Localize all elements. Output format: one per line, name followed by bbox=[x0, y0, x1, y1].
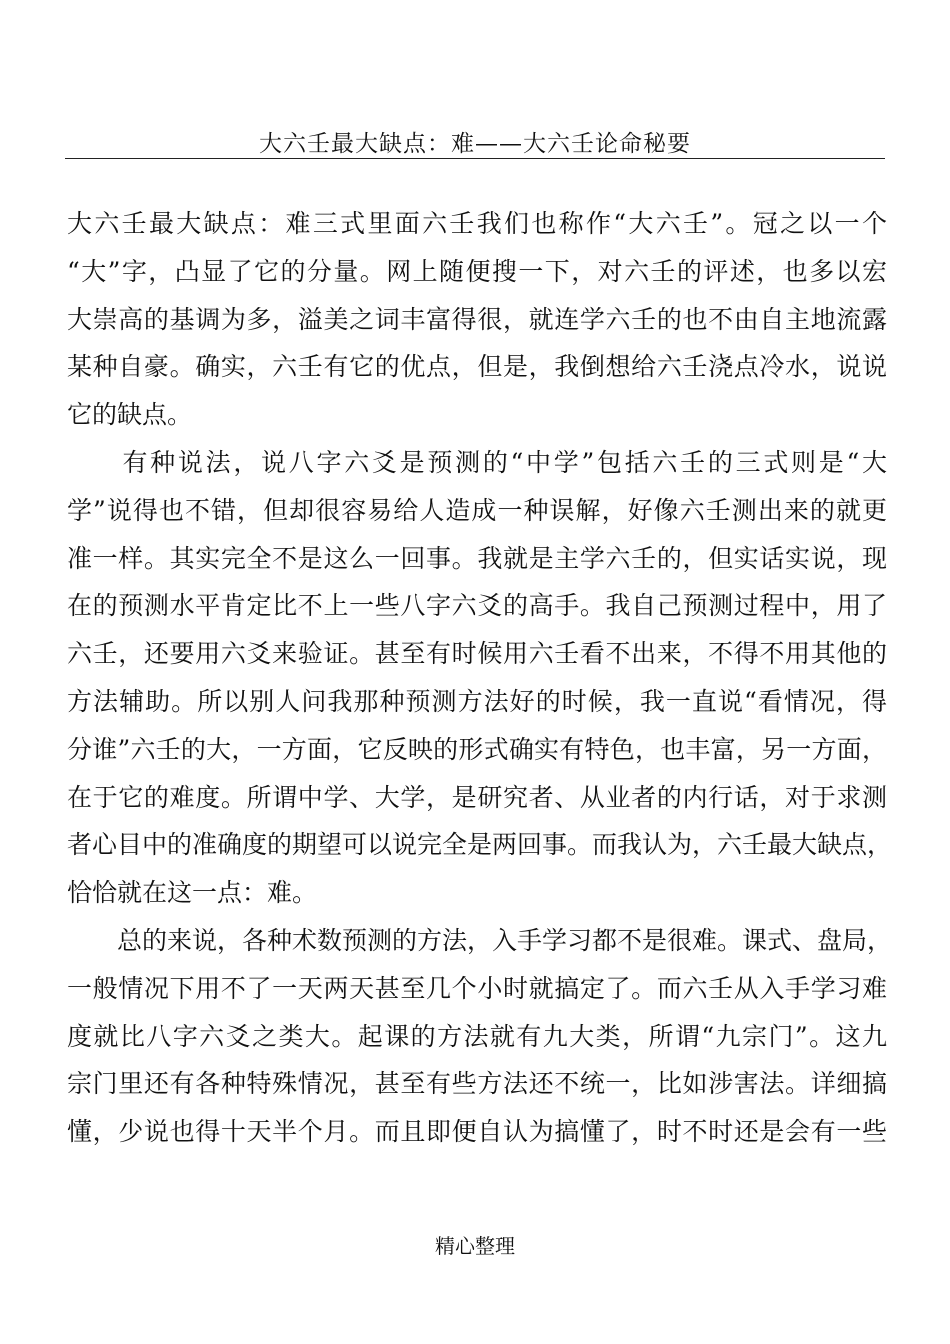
text-line: 宗门里还有各种特殊情况，甚至有些方法还不统一，比如涉害法。详细搞 bbox=[67, 1069, 887, 1099]
text-line: 懂，少说也得十天半个月。而且即便自认为搞懂了，时不时还是会有一些 bbox=[67, 1117, 887, 1147]
text-line: 总的来说，各种术数预测的方法，入手学习都不是很难。课式、盘局， bbox=[67, 925, 893, 955]
text-line: 学”说得也不错，但却很容易给人造成一种误解，好像六壬测出来的就更 bbox=[67, 495, 887, 525]
text-line: 分谁”六壬的大，一方面，它反映的形式确实有特色，也丰富，另一方面， bbox=[67, 734, 887, 764]
text-line: 大六壬最大缺点：难三式里面六壬我们也称作“大六壬”。冠之以一个 bbox=[67, 209, 887, 238]
header-divider bbox=[65, 158, 885, 159]
text-line: 大崇高的基调为多，溢美之词丰富得很，就连学六壬的也不由自主地流露 bbox=[67, 304, 887, 334]
article-body bbox=[67, 200, 893, 1156]
page-title: 大六壬最大缺点：难——大六壬论命秘要 bbox=[259, 131, 691, 157]
text-line: 恰恰就在这一点：难。 bbox=[67, 878, 318, 908]
text-line: 它的缺点。 bbox=[67, 400, 193, 430]
text-line: 一般情况下用不了一天两天甚至几个小时就搞定了。而六壬从入手学习难 bbox=[67, 973, 887, 1003]
page-footer: 精心整理 bbox=[435, 1234, 515, 1258]
text-line: 度就比八字六爻之类大。起课的方法就有九大类，所谓“九宗门”。这九 bbox=[67, 1021, 887, 1051]
text-line: 六壬，还要用六爻来验证。甚至有时候用六壬看不出来，不得不用其他的 bbox=[67, 639, 887, 669]
text-line: 准一样。其实完全不是这么一回事。我就是主学六壬的，但实话实说，现 bbox=[67, 543, 887, 573]
text-line: 在的预测水平肯定比不上一些八字六爻的高手。我自己预测过程中，用了 bbox=[67, 591, 887, 621]
text-line: 者心目中的准确度的期望可以说完全是两回事。而我认为，六壬最大缺点， bbox=[67, 830, 893, 860]
text-line: 方法辅助。所以别人问我那种预测方法好的时候，我一直说“看情况，得 bbox=[67, 686, 887, 716]
text-line: 有种说法，说八字六爻是预测的“中学”包括六壬的三式则是“大 bbox=[67, 447, 887, 477]
text-line: 在于它的难度。所谓中学、大学，是研究者、从业者的内行话，对于求测 bbox=[67, 782, 887, 812]
text-line: 某种自豪。确实，六壬有它的优点，但是，我倒想给六壬浇点冷水，说说 bbox=[67, 352, 887, 382]
text-line: “大”字，凸显了它的分量。网上随便搜一下，对六壬的评述，也多以宏 bbox=[67, 256, 887, 286]
